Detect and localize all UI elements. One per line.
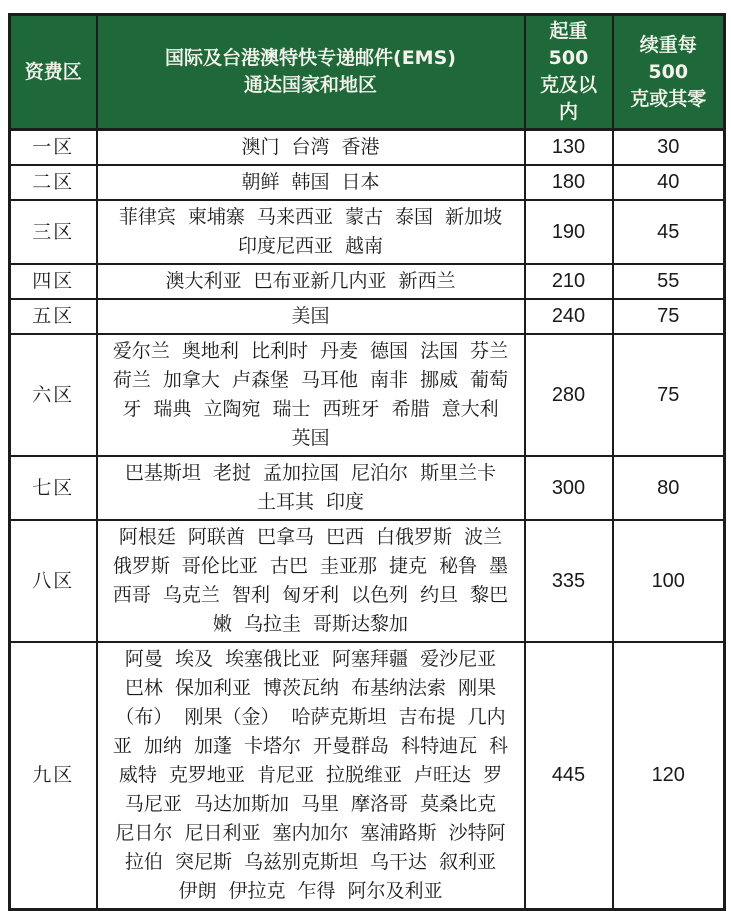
zone-label: 九区 — [10, 642, 97, 910]
table-row-zone6 — [10, 334, 725, 456]
header-additional-weight — [613, 15, 725, 130]
countries-list: 爱尔兰 奥地利 比利时 丹麦 德国 法国 芬兰 荷兰 加拿大 卢森堡 马耳他 南非 挪威 葡萄牙 瑞典 立陶宛 瑞士 西班牙 希腊 意大利 英国 — [97, 334, 525, 456]
zone-label: 六区 — [10, 334, 97, 456]
header-additional-weight-line1: 续重每 500 — [639, 33, 697, 83]
first-weight-price: 335 — [525, 520, 613, 642]
countries-list: 美国 — [97, 299, 525, 334]
ems-rate-table — [8, 13, 726, 911]
table-body — [10, 130, 725, 910]
additional-weight-price: 80 — [613, 456, 725, 520]
header-first-weight-line1: 起重 500 — [548, 20, 589, 69]
header-row — [10, 15, 725, 130]
header-zone-label: 资费区 — [24, 60, 82, 83]
table-row-zone2 — [10, 165, 725, 200]
countries-list: 阿根廷 阿联酋 巴拿马 巴西 白俄罗斯 波兰 俄罗斯 哥伦比亚 古巴 圭亚那 捷克 秘鲁 墨西哥 乌克兰 智利 匈牙利 以色列 约旦 黎巴嫩 乌拉圭 哥斯达黎加 — [97, 520, 525, 642]
zone-label: 二区 — [10, 165, 97, 200]
header-additional-weight-line2: 克或其零 — [630, 87, 707, 110]
zone-label: 七区 — [10, 456, 97, 520]
header-countries-line1: 国际及台港澳特快专递邮件(EMS) — [165, 47, 456, 69]
countries-list: 朝鲜 韩国 日本 — [97, 165, 525, 200]
table-row-zone3 — [10, 200, 725, 264]
additional-weight-price: 55 — [613, 264, 725, 299]
countries-list: 澳大利亚 巴布亚新几内亚 新西兰 — [97, 264, 525, 299]
header-first-weight — [525, 15, 613, 130]
countries-list: 澳门 台湾 香港 — [97, 130, 525, 166]
first-weight-price: 210 — [525, 264, 613, 299]
table-header — [10, 15, 725, 130]
table-row-zone7 — [10, 456, 725, 520]
table-row-zone4 — [10, 264, 725, 299]
first-weight-price: 280 — [525, 334, 613, 456]
table-row-zone5 — [10, 299, 725, 334]
header-first-weight-line2: 克及以内 — [539, 74, 597, 123]
additional-weight-price: 120 — [613, 642, 725, 910]
zone-label: 八区 — [10, 520, 97, 642]
first-weight-price: 130 — [525, 130, 613, 166]
zone-label: 三区 — [10, 200, 97, 264]
header-countries-line2: 通达国家和地区 — [243, 74, 377, 96]
additional-weight-price: 75 — [613, 299, 725, 334]
table-row-zone1 — [10, 130, 725, 166]
countries-list: 菲律宾 柬埔寨 马来西亚 蒙古 泰国 新加坡 印度尼西亚 越南 — [97, 200, 525, 264]
first-weight-price: 300 — [525, 456, 613, 520]
additional-weight-price: 100 — [613, 520, 725, 642]
first-weight-price: 445 — [525, 642, 613, 910]
first-weight-price: 240 — [525, 299, 613, 334]
countries-list: 巴基斯坦 老挝 孟加拉国 尼泊尔 斯里兰卡 土耳其 印度 — [97, 456, 525, 520]
zone-label: 五区 — [10, 299, 97, 334]
first-weight-price: 190 — [525, 200, 613, 264]
additional-weight-price: 45 — [613, 200, 725, 264]
header-zone — [10, 15, 97, 130]
additional-weight-price: 40 — [613, 165, 725, 200]
table-row-zone9 — [10, 642, 725, 910]
countries-list: 阿曼 埃及 埃塞俄比亚 阿塞拜疆 爱沙尼亚 巴林 保加利亚 博茨瓦纳 布基纳法索 刚果（布） 刚果（金） 哈萨克斯坦 吉布提 几内亚 加纳 加蓬 卡塔尔 开曼群岛 科特迪瓦 科威特 克罗地亚 肯尼亚 拉脱维亚 卢旺达 罗马尼亚 马达加斯加 马里 摩洛哥 莫桑比克 尼日尔 尼日利亚 塞内加尔 塞浦路斯 沙特阿拉伯 突尼斯 乌兹别克斯坦 乌干达 叙利亚 伊朗 伊拉克 乍得 阿尔及利亚 — [97, 642, 525, 910]
header-countries — [97, 15, 525, 130]
zone-label: 四区 — [10, 264, 97, 299]
additional-weight-price: 75 — [613, 334, 725, 456]
additional-weight-price: 30 — [613, 130, 725, 166]
zone-label: 一区 — [10, 130, 97, 166]
first-weight-price: 180 — [525, 165, 613, 200]
table-row-zone8 — [10, 520, 725, 642]
